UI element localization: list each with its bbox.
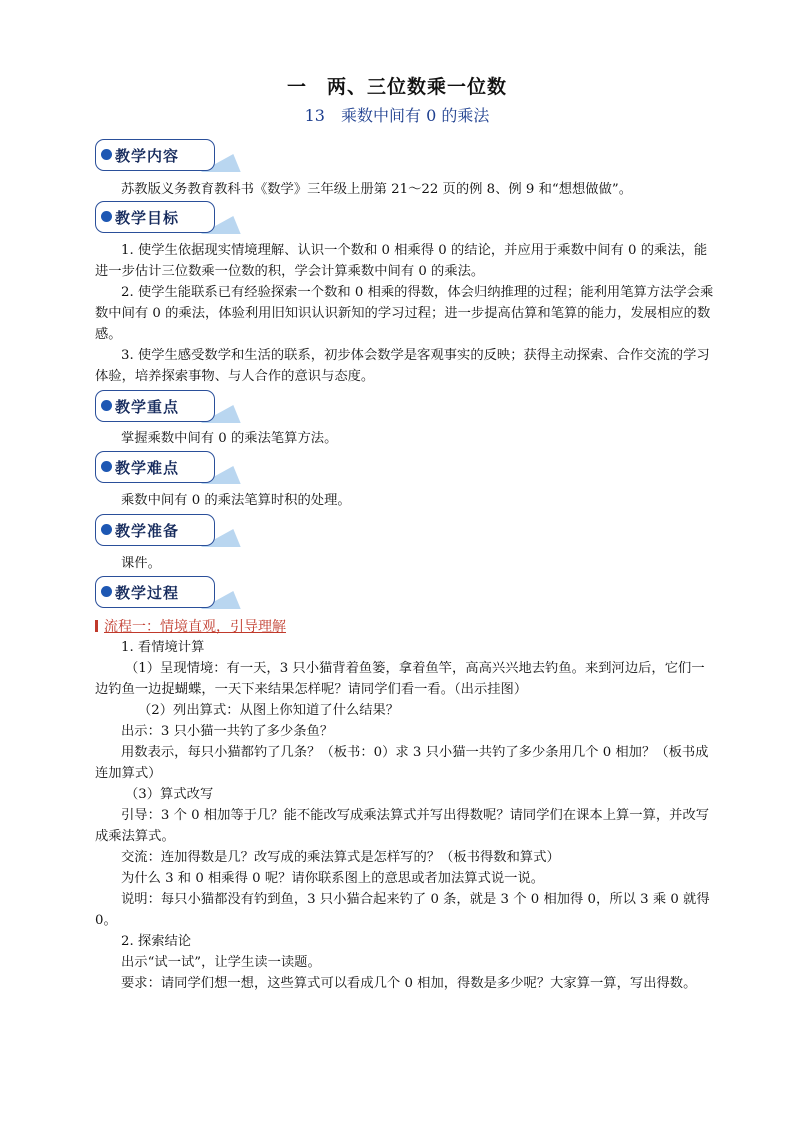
section-header-preparation [95,514,255,548]
flow-line: 为什么 3 和 0 相乘得 0 呢？请你联系图上的意思或者加法算式说一说。 [121,871,545,886]
section-title: 教学重点 [115,398,180,416]
flow-line: 出示：3 只小猫一共钓了多少条鱼？ [121,724,334,739]
bullet-dot-icon [101,586,112,597]
difficulties-text: 乘数中间有 0 的乘法笔算时积的处理。 [121,493,351,508]
flow-line: （2）列出算式：从图上你知道了什么结果？ [138,703,400,718]
goal-item-1: 1. 使学生依据现实情境理解、认识一个数和 0 相乘得 0 的结论，并应用于乘数中间有 0 的乘法，能进一步估计三位数乘一位数的积，学会计算乘数中间有 0 的乘法。 [95,243,708,279]
flow-marker-icon [95,620,98,632]
section-title: 教学准备 [115,522,180,540]
flow-title-text: 流程一：情境直观，引导理解 [104,619,286,635]
goal-item-2: 2. 使学生能联系已有经验探索一个数和 0 相乘的得数，体会归纳推理的过程；能利用笔算方法学会乘数中间有 0 的乘法，体验利用旧知识认识新知的学习过程；进一步提高估算和笔算的能力，发展相应的数感。 [95,285,714,342]
section-header-difficulties [95,451,255,485]
bullet-dot-icon [101,149,112,160]
section-title: 教学过程 [115,584,180,602]
lesson-title [0,103,794,126]
flow-line: 说明：每只小猫都没有钓到鱼，3 只小猫合起来钓了 0 条，就是 3 个 0 相加得 0，所以 3 乘 0 就得 0。 [95,892,710,928]
flow-line: （1）呈现情境：有一天，3 只小猫背着鱼篓，拿着鱼竿，高高兴兴地去钓鱼。来到河边后，它们一边钓鱼一边捉蝴蝶，一天下来结果怎样呢？请同学们看一看。（出示挂图） [95,661,705,697]
flow-line: 1. 看情境计算 [121,640,205,655]
flow-line: 交流：连加得数是几？改写成的乘法算式是怎样写的？（板书得数和算式） [121,850,560,865]
flow-line: （3）算式改写 [125,787,214,802]
section-header-content [95,139,255,173]
flow-line: 引导：3 个 0 相加等于几？能不能改写成乘法算式并写出得数呢？请同学们在课本上算一算，并改写成乘法算式。 [95,808,710,844]
section-header-goals [95,201,255,235]
key-points-text: 掌握乘数中间有 0 的乘法笔算方法。 [121,431,338,446]
section-title: 教学内容 [115,147,180,165]
bullet-dot-icon [101,400,112,411]
content-text: 苏教版义务教育教科书《数学》三年级上册第 21～22 页的例 8、例 9 和“想想做做”。 [121,182,632,197]
goal-item-3: 3. 使学生感受数学和生活的联系，初步体会数学是客观事实的反映；获得主动探索、合作交流的学习体验，培养探索事物、与人合作的意识与态度。 [95,348,710,384]
section-header-key-points [95,390,255,424]
flow-line: 用数表示，每只小猫都钓了几条？（板书：0）求 3 只小猫一共钓了多少条用几个 0 相加？（板书成连加算式） [95,745,709,781]
section-header-process [95,576,255,610]
preparation-text: 课件。 [121,556,161,571]
bullet-dot-icon [101,211,112,222]
bullet-dot-icon [101,461,112,472]
bullet-dot-icon [101,524,112,535]
chapter-title: 一 两、三位数乘一位数 [286,76,507,98]
flow-title [95,616,286,636]
section-title: 教学目标 [115,209,180,227]
lesson-number: 13 [304,106,325,125]
flow-line: 出示“试一试”，让学生读一读题。 [121,955,321,970]
flow-line: 要求：请同学们想一想，这些算式可以看成几个 0 相加，得数是多少呢？大家算一算，写出得数。 [121,976,697,991]
flow-line: 2. 探索结论 [121,934,192,949]
lesson-name: 乘数中间有 0 的乘法 [341,106,490,125]
section-title: 教学难点 [115,459,180,477]
